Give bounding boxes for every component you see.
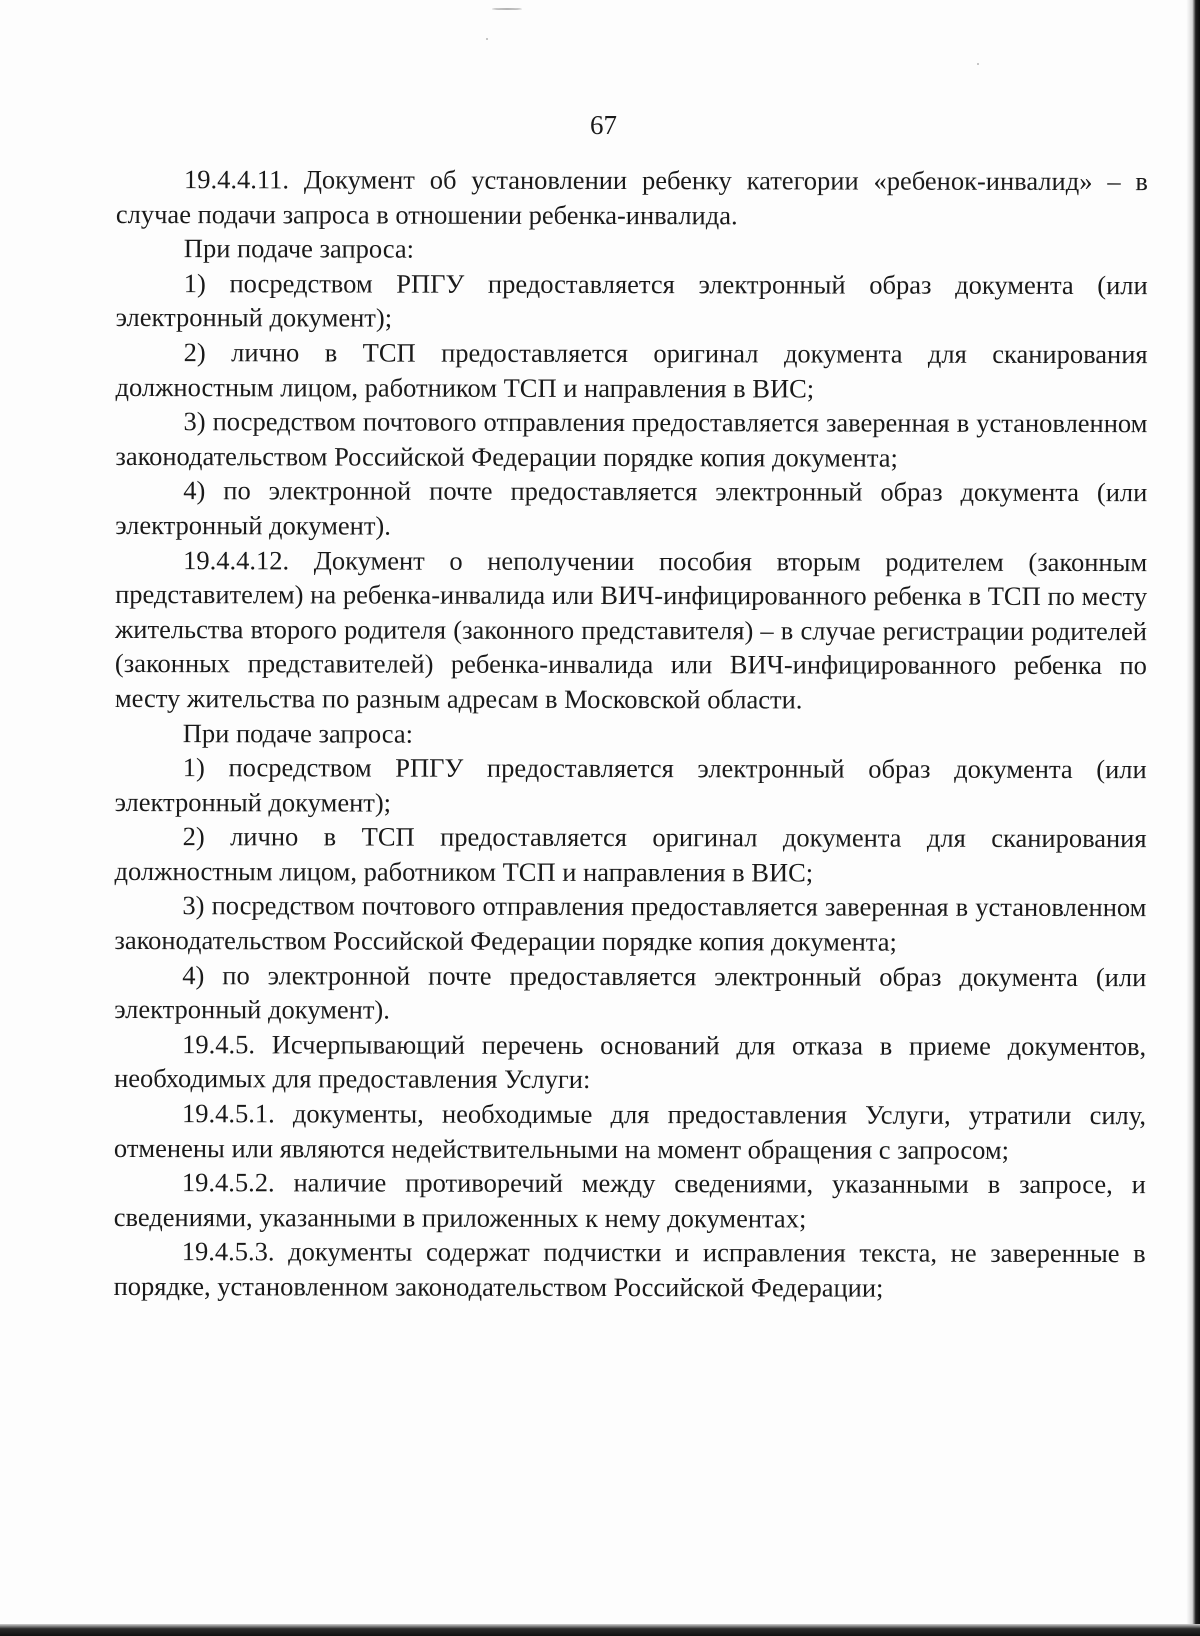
scan-bottom-border bbox=[0, 1624, 1200, 1636]
list-item-email: 4) по электронной почте предоставляется электронный образ документа (или электронный документ). bbox=[115, 475, 1148, 541]
list-item-postal: 3) посредством почтового отправления предоставляется заверенная в установленном законодательством Российской Федерации порядке копия документа; bbox=[114, 890, 1147, 957]
paragraph-19-4-5-3: 19.4.5.3. документы содержат подчистки и исправления текста, не заверенные в порядке, установленном законодательством Российской Федерации; bbox=[113, 1236, 1146, 1303]
paragraph-19-4-5-1: 19.4.5.1. документы, необходимые для предоставления Услуги, утратили силу, отменены или являются недействительными на момент обращения с запросом; bbox=[113, 1098, 1147, 1165]
page-number: 67 bbox=[590, 110, 617, 140]
scan-speck bbox=[492, 8, 522, 10]
list-item-tsp-in-person: 2) лично в ТСП предоставляется оригинал документа для сканирования должностным лицом, работником ТСП и направления в ВИС; bbox=[114, 821, 1147, 888]
list-item-tsp-in-person: 2) лично в ТСП предоставляется оригинал документа для сканирования должностным лицом, работником ТСП и направления в ВИС; bbox=[115, 337, 1148, 404]
document-body bbox=[114, 162, 1148, 1306]
list-item-postal: 3) посредством почтового отправления предоставляется заверенная в установленном законодательством Российской Федерации порядке копия документа; bbox=[115, 406, 1148, 473]
paragraph-19-4-5: 19.4.5. Исчерпывающий перечень оснований для отказа в приеме документов, необходимых для предоставления Услуги: bbox=[114, 1028, 1147, 1095]
paragraph-request-intro: При подаче запроса: bbox=[183, 233, 415, 264]
scan-right-border bbox=[1186, 0, 1200, 1636]
scan-speck bbox=[486, 38, 488, 40]
paragraph-19-4-4-12: 19.4.4.12. Документ о неполучении пособия вторым родителем (законным представителем) на ребенка-инвалида или ВИЧ-инфицированного ребенка в ТСП по месту жительства второго родителя (законного представителя) – в случае регистрации родителей (законных представителей) ребенка-инвалида или ВИЧ-инфицированного ребенка по месту жительства по разным адресам в Московской области. bbox=[114, 544, 1148, 715]
list-item-email: 4) по электронной почте предоставляется электронный образ документа (или электронный документ). bbox=[114, 959, 1147, 1025]
paragraph-19-4-5-2: 19.4.5.2. наличие противоречий между сведениями, указанными в запросе, и сведениями, указанными в приложенных к нему документах; bbox=[113, 1167, 1146, 1234]
paragraph-19-4-4-11: 19.4.4.11. Документ об установлении ребенку категории «ребенок-инвалид» – в случае подачи запроса в отношении ребенка-инвалида. bbox=[115, 164, 1148, 230]
list-item-rpgu: 1) посредством РПГУ предоставляется электронный образ документа (или электронный документ); bbox=[114, 752, 1147, 818]
list-item-rpgu: 1) посредством РПГУ предоставляется электронный образ документа (или электронный документ); bbox=[115, 267, 1148, 333]
paragraph-request-intro: При подаче запроса: bbox=[182, 717, 414, 749]
scan-speck bbox=[977, 63, 979, 65]
